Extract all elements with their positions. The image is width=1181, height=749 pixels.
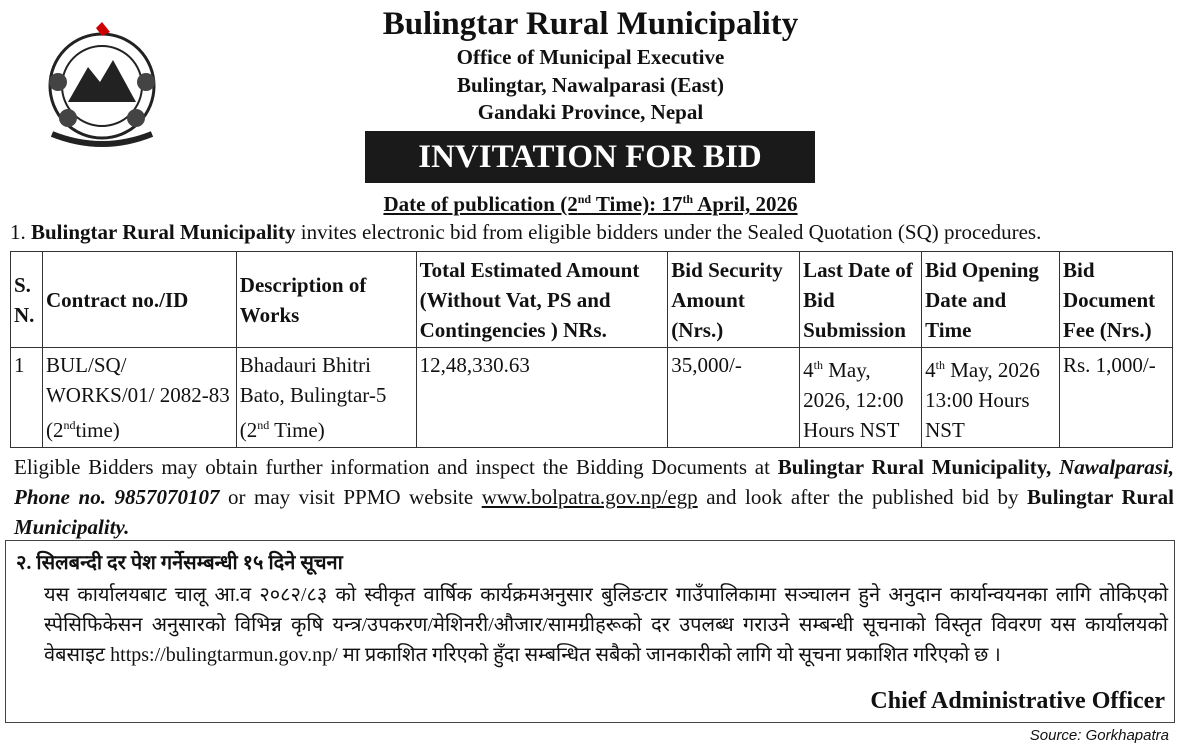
pub-sup: nd — [577, 192, 592, 206]
pub-text: April, 2026 — [693, 192, 798, 216]
contract-text: time) — [75, 418, 120, 442]
cell-security: 35,000/- — [668, 348, 800, 448]
italic-text: Municipality. — [14, 515, 130, 539]
cell-description — [236, 348, 416, 448]
pub-text: Date of publication (2 — [383, 192, 578, 216]
cell-amount: 12,48,330.63 — [416, 348, 668, 448]
pub-sup: th — [682, 192, 694, 206]
cell-opening — [922, 348, 1060, 448]
cell-sn: 1 — [11, 348, 43, 448]
day: 4 — [803, 358, 814, 382]
intro-num: 1. — [10, 220, 31, 244]
sup: nd — [257, 418, 270, 432]
col-fee: Bid Document Fee (Nrs.) — [1059, 252, 1172, 348]
desc-text: Time) — [269, 418, 325, 442]
source-credit: Source: Gorkhapatra — [1029, 727, 1169, 744]
bolpatra-link[interactable]: www.bolpatra.gov.np/egp — [481, 485, 698, 509]
day: 4 — [925, 358, 936, 382]
text: Eligible Bidders may obtain further information and inspect the Bidding Documents at — [14, 455, 778, 479]
col-contract: Contract no./ID — [42, 252, 236, 348]
col-opening: Bid Opening Date and Time — [922, 252, 1060, 348]
cell-last-date — [800, 348, 922, 448]
date-text: May, 2026 13:00 Hours NST — [925, 358, 1040, 442]
nepali-notice-title: २. सिलबन्दी दर पेश गर्नेसम्बन्धी १५ दिने सूचना — [16, 552, 343, 574]
municipality-title: Bulingtar Rural Municipality — [382, 6, 799, 42]
date-text: May, 2026, 12:00 Hours NST — [803, 358, 904, 442]
bid-table — [10, 251, 1173, 448]
col-last-date: Last Date of Bid Submission — [800, 252, 922, 348]
intro-bold: Bulingtar Rural Municipality — [31, 220, 296, 244]
phone-text: Nawalparasi, Phone no. 9857070107 — [14, 455, 1174, 509]
text: and look after the published bid by — [697, 485, 1028, 509]
publication-date — [0, 192, 1181, 217]
table-row — [11, 348, 1173, 448]
bold-text: Bulingtar Rural Municipality, — [777, 455, 1060, 479]
contract-text: BUL/SQ/ WORKS/01/ 2082-83 (2 — [45, 353, 230, 442]
eligibility-paragraph — [14, 452, 1174, 542]
invitation-banner: INVITATION FOR BID — [365, 131, 815, 183]
address: Bulingtar, Nawalparasi (East) — [456, 73, 724, 97]
col-security: Bid Security Amount (Nrs.) — [668, 252, 800, 348]
col-description: Description of Works — [236, 252, 416, 348]
office-name: Office of Municipal Executive — [456, 45, 725, 69]
sup: th — [813, 358, 823, 372]
sup: nd — [63, 418, 76, 432]
signature: Chief Administrative Officer — [870, 688, 1165, 714]
cell-fee: Rs. 1,000/- — [1059, 348, 1172, 448]
intro-paragraph — [10, 220, 1041, 245]
sup: th — [935, 358, 945, 372]
table-header-row — [11, 252, 1173, 348]
pub-text: Time): 17 — [591, 192, 683, 216]
intro-text: invites electronic bid from eligible bidders under the Sealed Quotation (SQ) procedures. — [295, 220, 1042, 244]
desc-text: Bhadauri Bhitri Bato, Bulingtar-5 (2 — [239, 353, 387, 442]
col-sn: S. N. — [11, 252, 43, 348]
cell-contract — [42, 348, 236, 448]
text: or may visit PPMO website — [219, 485, 482, 509]
province: Gandaki Province, Nepal — [477, 100, 704, 124]
col-amount: Total Estimated Amount (Without Vat, PS and Contingencies ) NRs. — [416, 252, 668, 348]
nepali-notice-body: यस कार्यालयबाट चालू आ.व २०८२/८३ को स्वीकृत वार्षिक कार्यक्रमअनुसार बुलिङटार गाउँपालिकामा सञ्चालन हुने अनुदान कार्यान्वयनका लागि तोकिएको स्पेसिफिकेसन अनुसारको विभिन्न कृषि यन्त्र/उपकरण/मेशिनरी/औजार/सामग्रीहरूको दर उपलब्ध गराउने सम्बन्धी सूचनाको विस्तृत विवरण यस कार्यालयको वेबसाइट https://bulingtarmun.gov.np/ मा प्रकाशित गरिएको हुँदा सम्बन्धित सबैको जानकारीको लागि यो सूचना प्रकाशित गरिएको छ । — [44, 584, 1168, 666]
bold-text: Bulingtar Rural — [1027, 485, 1175, 509]
